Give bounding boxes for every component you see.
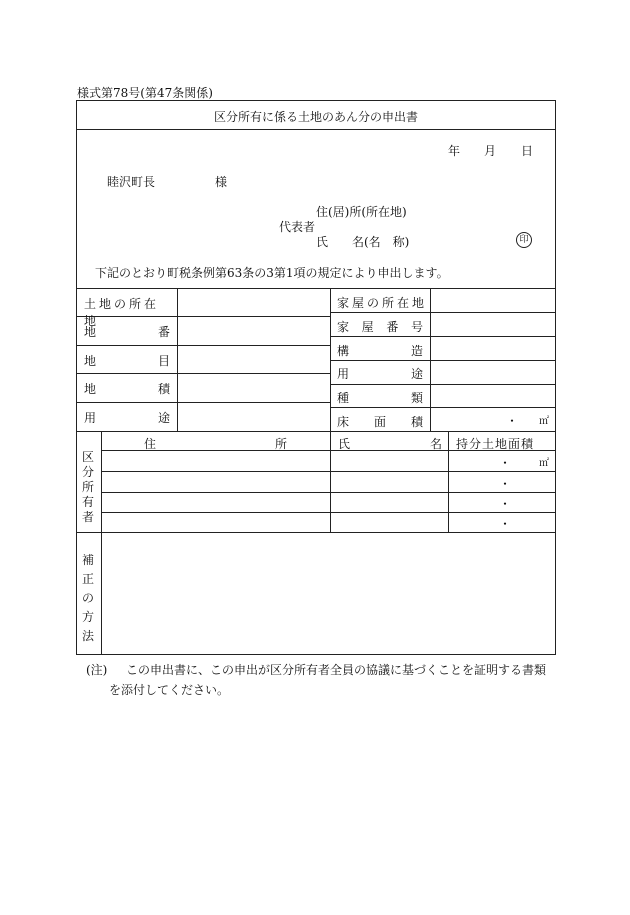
label-char: 番 xyxy=(157,325,170,339)
building-row-line-5 xyxy=(330,407,556,408)
building-row-line-4 xyxy=(330,384,556,385)
land-area-label xyxy=(84,380,170,397)
label-char: 面 xyxy=(373,415,386,429)
label-char: 種 xyxy=(337,391,350,405)
row4-decimal: ・ xyxy=(499,517,512,531)
label-char: 家 xyxy=(337,320,350,334)
floor-area-unit: ㎡ xyxy=(539,416,549,427)
header-address-1: 住 xyxy=(144,437,157,451)
header-share: 持分土地面積 xyxy=(456,437,535,451)
label-char: 地 xyxy=(84,382,97,396)
note-line-1: この申出書に、この申出が区分所有者全員の協議に基づくことを証明する書類 xyxy=(126,663,547,677)
owners-row-line-3 xyxy=(101,512,556,513)
center-divider xyxy=(330,288,331,532)
label-char: 途 xyxy=(157,411,170,425)
statement-text: 下記のとおり町税条例第63条の3第1項の規定により申出します。 xyxy=(95,266,449,280)
property-bottom xyxy=(76,431,556,432)
owners-bottom xyxy=(76,532,556,533)
owners-side-label: 区 分 所 有 者 xyxy=(82,450,95,524)
label-char: 用 xyxy=(337,367,350,381)
land-category-label xyxy=(84,352,170,369)
header-name-1: 氏 xyxy=(338,437,351,451)
date-month-label: 月 xyxy=(484,144,497,158)
label-char: 用 xyxy=(84,411,97,425)
date-year-label: 年 xyxy=(448,144,461,158)
land-row-line-3 xyxy=(76,373,330,374)
floor-area-decimal: ・ xyxy=(506,414,519,428)
owners-row-line-1 xyxy=(101,471,556,472)
seal-mark: 印 xyxy=(516,232,532,248)
header-bottom xyxy=(76,288,556,289)
land-location-label: 土地の所在地 xyxy=(84,297,160,328)
row1-unit: ㎡ xyxy=(539,458,549,469)
building-row-line-3 xyxy=(330,360,556,361)
row1-decimal: ・ xyxy=(499,456,512,470)
label-char: 積 xyxy=(410,415,423,429)
label-char: 号 xyxy=(410,320,423,334)
frame-right xyxy=(555,100,556,655)
title-divider xyxy=(76,129,556,130)
correction-side-label: 補 正 の 方 法 xyxy=(82,553,95,643)
frame-left xyxy=(76,100,77,655)
land-row-line-2 xyxy=(76,345,330,346)
building-use-label xyxy=(337,365,423,382)
land-label-divider xyxy=(177,288,178,431)
label-char: 目 xyxy=(157,354,170,368)
building-row-line-2 xyxy=(330,336,556,337)
label-char: 類 xyxy=(410,391,423,405)
label-char: 途 xyxy=(410,367,423,381)
label-char: 地 xyxy=(84,325,97,339)
label-char: 床 xyxy=(337,415,350,429)
header-name-2: 名 xyxy=(430,437,443,451)
label-char: 地 xyxy=(84,354,97,368)
label-char: 構 xyxy=(337,344,350,358)
label-char: 番 xyxy=(386,320,399,334)
house-number-label xyxy=(337,318,423,335)
form-number: 様式第78号(第47条関係) xyxy=(77,86,213,100)
address-label: 住(居)所(所在地) xyxy=(316,205,407,219)
land-row-line-4 xyxy=(76,402,330,403)
addressee-honorific: 様 xyxy=(215,175,228,189)
note-line-2: を添付してください。 xyxy=(109,683,230,697)
date-day-label: 日 xyxy=(521,144,534,158)
building-type-label xyxy=(337,389,423,406)
document-title: 区分所有に係る土地のあん分の申出書 xyxy=(213,110,418,124)
row2-decimal: ・ xyxy=(499,477,512,491)
frame-bottom xyxy=(76,654,556,655)
name-label: 氏 名(名 称) xyxy=(316,235,410,249)
structure-label xyxy=(337,342,423,359)
lot-number-label xyxy=(84,323,170,340)
frame-top xyxy=(76,100,556,101)
owners-side-divider xyxy=(101,431,102,655)
addressee-name: 睦沢町長 xyxy=(107,175,156,189)
floor-area-label xyxy=(337,413,423,430)
representative-label: 代表者 xyxy=(279,220,316,234)
label-char: 屋 xyxy=(361,320,374,334)
header-address-2: 所 xyxy=(275,437,288,451)
land-use-label xyxy=(84,409,170,426)
owners-row-line-2 xyxy=(101,492,556,493)
building-location-label: 家屋の所在地 xyxy=(337,296,428,310)
label-char: 造 xyxy=(410,344,423,358)
note-prefix: (注) xyxy=(86,663,108,677)
label-char: 積 xyxy=(157,382,170,396)
share-divider xyxy=(448,431,449,532)
building-row-line-1 xyxy=(330,312,556,313)
row3-decimal: ・ xyxy=(499,497,512,511)
